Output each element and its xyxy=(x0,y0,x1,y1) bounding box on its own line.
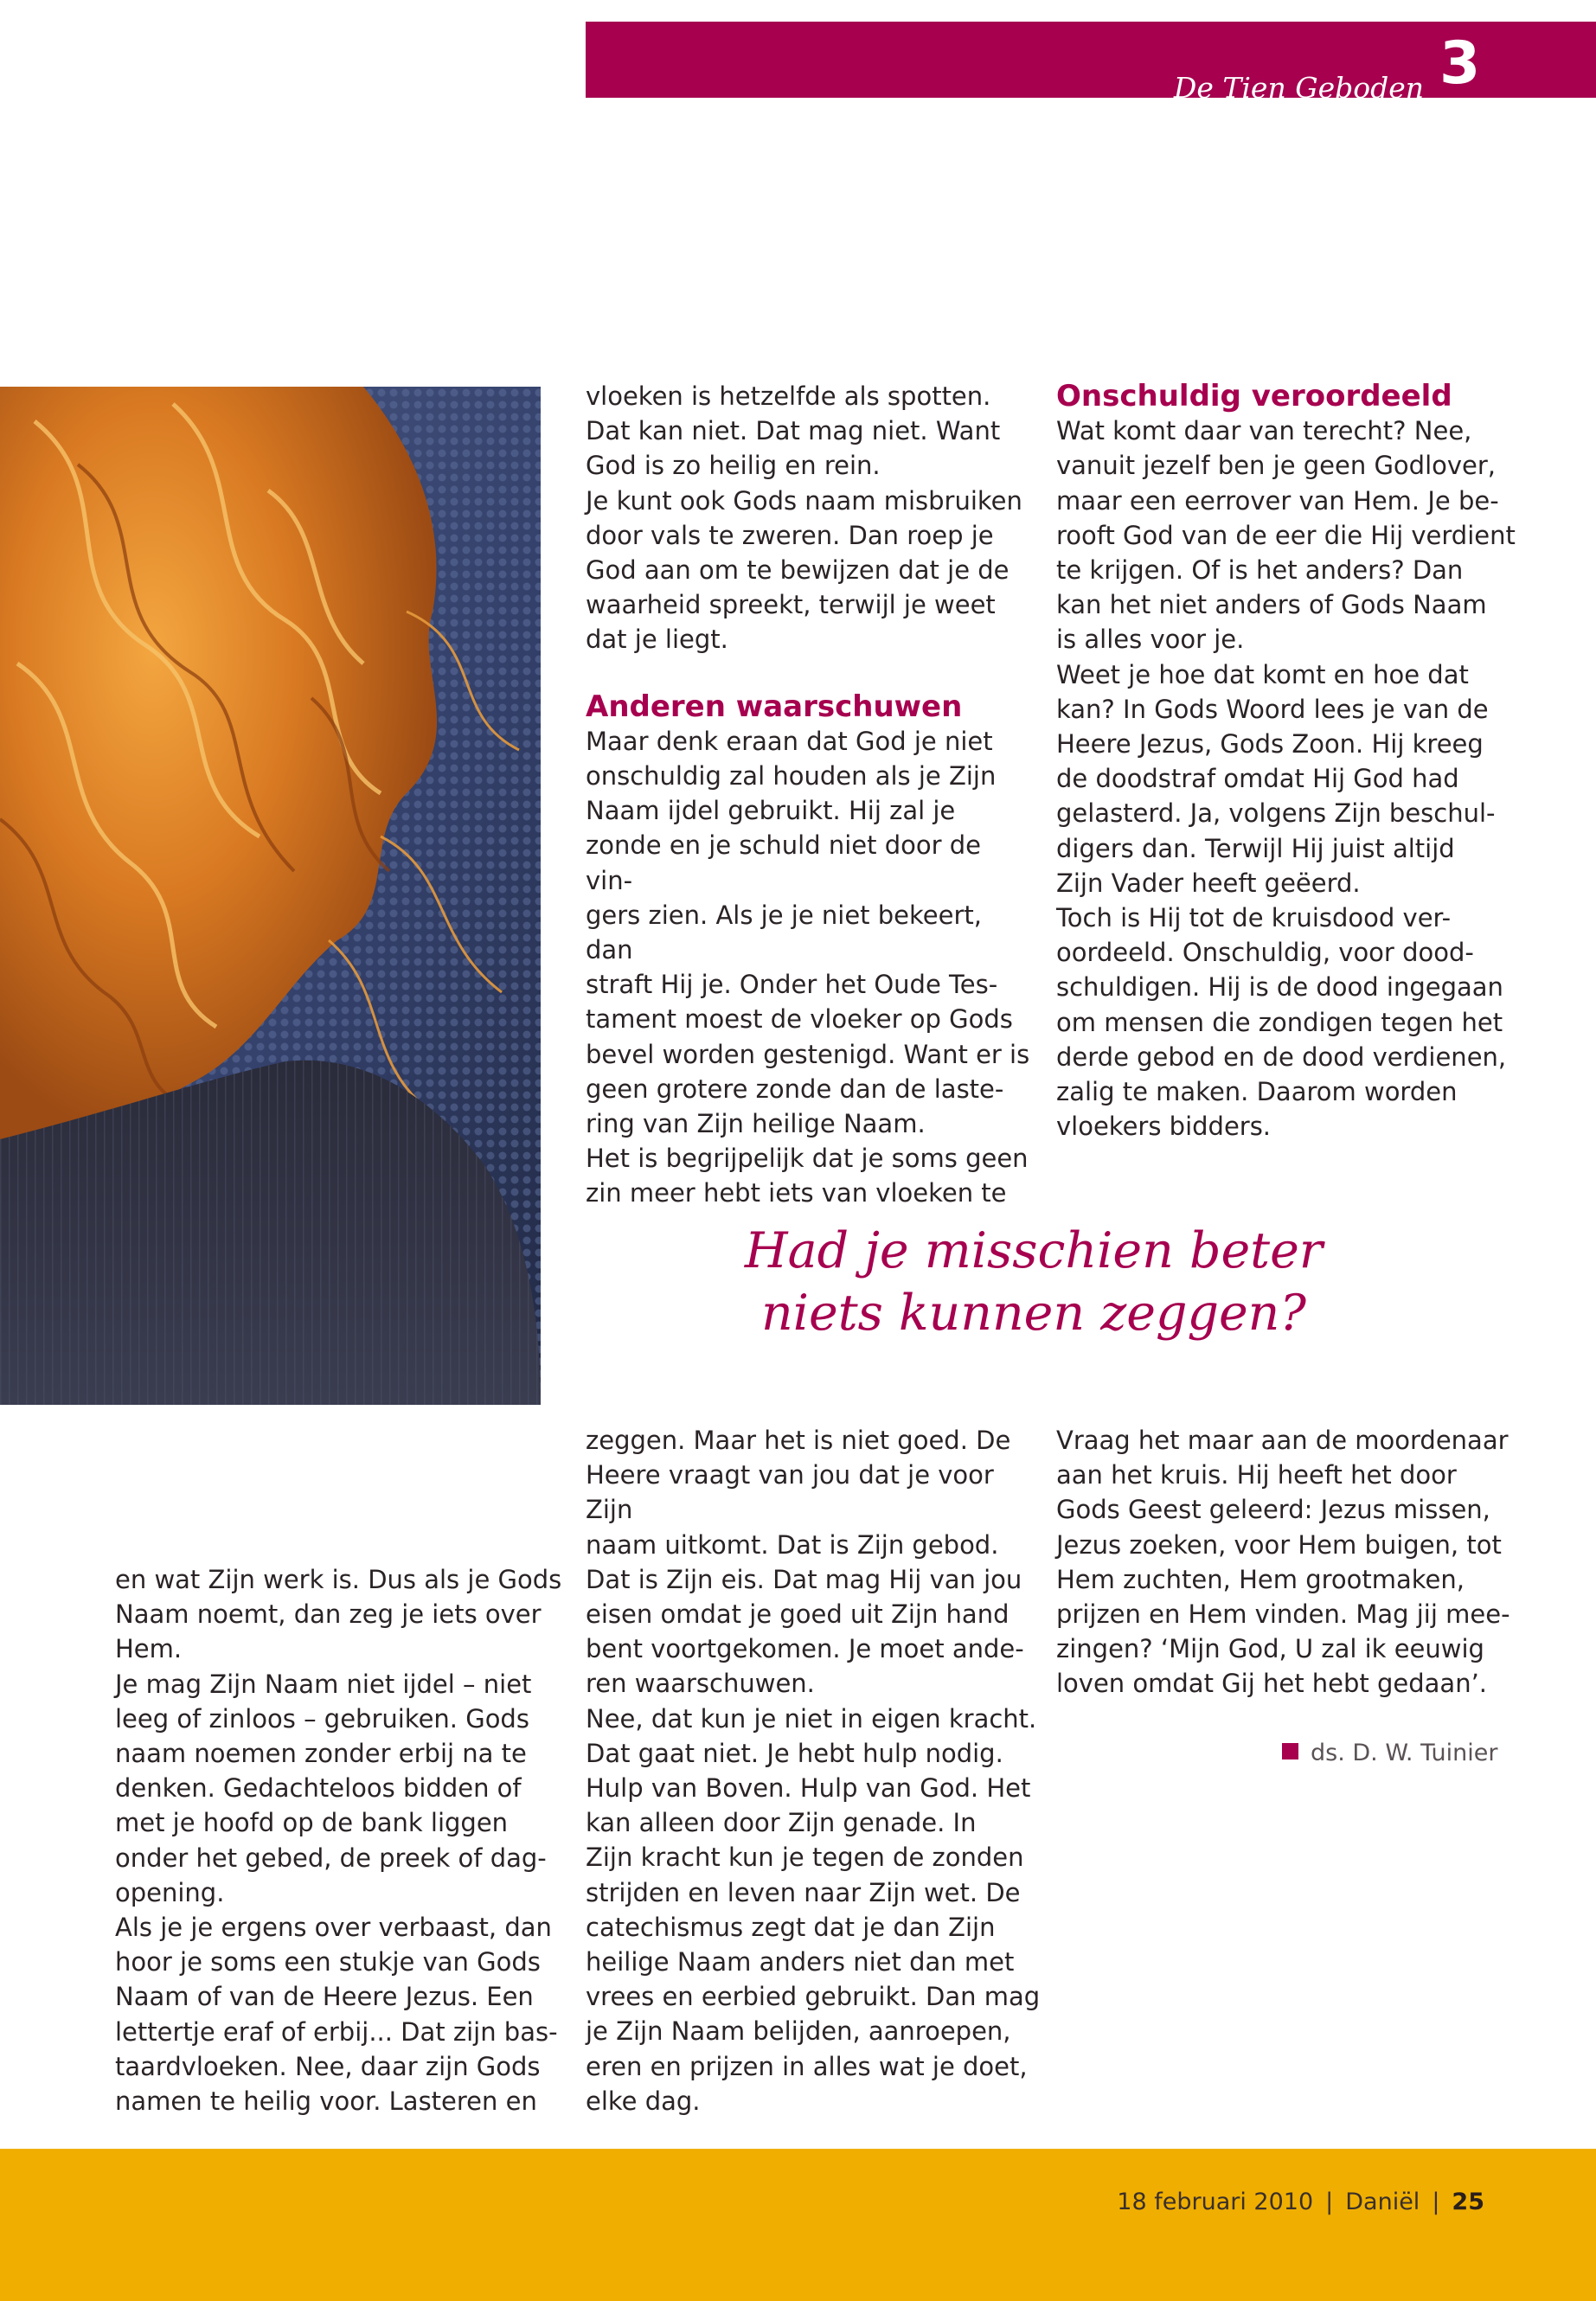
header-number: 3 xyxy=(1439,29,1481,98)
paragraph-vloeken xyxy=(586,379,1035,657)
text-line: zin meer hebt iets van vloeken te xyxy=(586,1178,1007,1208)
text-line: met je hoofd op de bank liggen xyxy=(115,1808,509,1838)
text-line: aan het kruis. Hij heeft het door xyxy=(1056,1460,1457,1490)
text-line: loven omdat Gij het hebt gedaan’. xyxy=(1056,1669,1488,1699)
footer-date: 18 februari 2010 xyxy=(1117,2189,1314,2215)
text-line: Zijn Vader heeft geëerd. xyxy=(1056,868,1361,898)
paragraph-anderen xyxy=(586,724,1035,1211)
text-line: bent voortgekomen. Je moet ande- xyxy=(586,1634,1024,1664)
column-right-top xyxy=(1056,379,1523,1144)
text-line: lettertje eraf of erbij... Dat zijn bas- xyxy=(115,2016,558,2047)
text-line: Dat is Zijn eis. Dat mag Hij van jou xyxy=(586,1564,1022,1594)
heading-anderen-waarschuwen: Anderen waarschuwen xyxy=(586,689,963,724)
text-line: ren waarschuwen. xyxy=(586,1669,815,1699)
text-line: naam noemen zonder erbij na te xyxy=(115,1739,527,1769)
text-line: vloeken is hetzelfde als spotten. xyxy=(586,381,991,411)
footer-info xyxy=(1117,2189,1484,2215)
text-line: elke dag. xyxy=(586,2086,701,2116)
text-line: onschuldig zal houden als je Zijn xyxy=(586,761,997,792)
paragraph-onschuldig xyxy=(1056,413,1523,1144)
text-line: tament moest de vloeker op Gods xyxy=(586,1004,1013,1035)
text-line: opening. xyxy=(115,1877,225,1907)
text-line: vrees en eerbied gebruikt. Dan mag xyxy=(586,1982,1041,2012)
text-line: digers dan. Terwijl Hij juist altijd xyxy=(1056,833,1455,863)
pull-quote xyxy=(675,1220,1393,1344)
footer-magazine: Daniël xyxy=(1345,2189,1420,2215)
text-line: te krijgen. Of is het anders? Dan xyxy=(1056,555,1464,586)
text-line: Toch is Hij tot de kruisdood ver- xyxy=(1056,903,1452,933)
text-line: Wat komt daar van terecht? Nee, xyxy=(1056,416,1472,446)
footer-separator: | xyxy=(1325,2189,1334,2215)
text-line: kan? In Gods Woord lees je van de xyxy=(1056,694,1489,724)
text-line: Naam noemt, dan zeg je iets over xyxy=(115,1599,542,1630)
text-line: Dat kan niet. Dat mag niet. Want xyxy=(586,416,1001,446)
text-line: God aan om te bewijzen dat je de xyxy=(586,555,1010,586)
text-line: Dat gaat niet. Je hebt hulp nodig. xyxy=(586,1738,1003,1768)
text-line: zeggen. Maar het is niet goed. De xyxy=(586,1426,1011,1455)
text-line: Je kunt ook Gods naam misbruiken xyxy=(586,485,1022,516)
text-line: Naam ijdel gebruikt. Hij zal je xyxy=(586,796,956,826)
text-line: onder het gebed, de preek of dag- xyxy=(115,1843,547,1873)
text-line: om mensen die zondigen tegen het xyxy=(1056,1007,1503,1037)
author-credit xyxy=(1282,1740,1497,1766)
text-line: derde gebod en de dood verdienen, xyxy=(1056,1042,1507,1072)
text-line: God is zo heilig en rein. xyxy=(586,451,881,481)
quote-line: niets kunnen zeggen? xyxy=(761,1285,1306,1342)
quote-line: Had je misschien beter xyxy=(744,1222,1324,1279)
text-line: Vraag het maar aan de moordenaar xyxy=(1056,1426,1509,1455)
text-line: de doodstraf omdat Hij God had xyxy=(1056,764,1459,794)
text-line: en wat Zijn werk is. Dus als je Gods xyxy=(115,1565,562,1594)
text-line: gers zien. Als je je niet bekeert, dan xyxy=(586,900,982,965)
text-line: Je mag Zijn Naam niet ijdel – niet xyxy=(115,1669,532,1699)
column-middle-bottom xyxy=(586,1423,1044,2118)
heading-onschuldig-veroordeeld: Onschuldig veroordeeld xyxy=(1056,379,1452,413)
text-line: eren en prijzen in alles wat je doet, xyxy=(586,2051,1028,2081)
text-line: schuldigen. Hij is de dood ingegaan xyxy=(1056,972,1503,1003)
text-line: geen grotere zonde dan de laste- xyxy=(586,1074,1004,1104)
text-line: taardvloeken. Nee, daar zijn Gods xyxy=(115,2051,541,2081)
text-line: maar een eerrover van Hem. Je be- xyxy=(1056,485,1499,516)
text-line: Nee, dat kun je niet in eigen kracht. xyxy=(586,1703,1037,1734)
text-line: je Zijn Naam belijden, aanroepen, xyxy=(586,2016,1011,2047)
text-line: Heere vraagt van jou dat je voor Zijn xyxy=(586,1460,994,1525)
column-right-bottom xyxy=(1056,1423,1523,1702)
text-line: Heere Jezus, Gods Zoon. Hij kreeg xyxy=(1056,729,1484,760)
text-line: catechismus zegt dat je dan Zijn xyxy=(586,1912,996,1942)
text-line: zalig te maken. Daarom worden xyxy=(1056,1077,1458,1107)
text-line: Gods Geest geleerd: Jezus missen, xyxy=(1056,1495,1490,1525)
text-line: kan het niet anders of Gods Naam xyxy=(1056,590,1487,620)
text-line: bevel worden gestenigd. Want er is xyxy=(586,1039,1030,1069)
footer-separator: | xyxy=(1432,2189,1440,2215)
column-middle-top xyxy=(586,379,1035,1211)
text-line: hoor je soms een stukje van Gods xyxy=(115,1947,541,1977)
text-line: Hem zuchten, Hem grootmaken, xyxy=(1056,1564,1465,1594)
text-line: Hem. xyxy=(115,1634,183,1664)
text-line: gelasterd. Ja, volgens Zijn beschul- xyxy=(1056,798,1496,829)
text-line: naam uitkomt. Dat is Zijn gebod. xyxy=(586,1529,999,1560)
text-line: denken. Gedachteloos bidden of xyxy=(115,1773,522,1804)
text-line: heilige Naam anders niet dan met xyxy=(586,1947,1015,1977)
text-line: Het is begrijpelijk dat je soms geen xyxy=(586,1144,1029,1174)
text-line: kan alleen door Zijn genade. In xyxy=(586,1808,977,1838)
text-line: Jezus zoeken, voor Hem buigen, tot xyxy=(1056,1529,1502,1560)
text-line: Hulp van Boven. Hulp van God. Het xyxy=(586,1773,1031,1804)
text-line: rooft God van de eer die Hij verdient xyxy=(1056,520,1516,550)
page-number: 25 xyxy=(1452,2189,1484,2215)
text-line: vloekers bidders. xyxy=(1056,1112,1272,1142)
hair-photo xyxy=(0,387,541,1405)
text-line: eisen omdat je goed uit Zijn hand xyxy=(586,1599,1010,1630)
text-line: prijzen en Hem vinden. Mag jij mee- xyxy=(1056,1599,1510,1630)
text-line: door vals te zweren. Dan roep je xyxy=(586,520,994,550)
text-line: ring van Zijn heilige Naam. xyxy=(586,1109,926,1139)
text-line: zonde en je schuld niet door de vin- xyxy=(586,830,982,895)
text-line: Als je je ergens over verbaast, dan xyxy=(115,1913,552,1943)
text-line: namen te heilig voor. Lasteren en xyxy=(115,2086,537,2117)
square-bullet-icon xyxy=(1282,1743,1298,1759)
text-line: Weet je hoe dat komt en hoe dat xyxy=(1056,659,1469,689)
text-line: zingen? ‘Mijn God, U zal ik eeuwig xyxy=(1056,1634,1484,1664)
text-line: leeg of zinloos – gebruiken. Gods xyxy=(115,1703,529,1734)
footer-bar xyxy=(0,2149,1596,2301)
text-line: oordeeld. Onschuldig, voor dood- xyxy=(1056,938,1474,968)
header-title: De Tien Geboden xyxy=(1173,71,1424,105)
text-line: Naam of van de Heere Jezus. Een xyxy=(115,1982,534,2012)
column-left-bottom xyxy=(115,1562,565,2118)
text-line: strijden en leven naar Zijn wet. De xyxy=(586,1877,1021,1907)
text-line: waarheid spreekt, terwijl je weet xyxy=(586,590,996,620)
text-line: dat je liegt. xyxy=(586,625,728,655)
text-line: Maar denk eraan dat God je niet xyxy=(586,726,993,756)
text-line: vanuit jezelf ben je geen Godlover, xyxy=(1056,451,1497,481)
author-name: ds. D. W. Tuinier xyxy=(1311,1740,1498,1766)
text-line: Zijn kracht kun je tegen de zonden xyxy=(586,1843,1024,1873)
text-line: straft Hij je. Onder het Oude Tes- xyxy=(586,970,998,1000)
text-line: is alles voor je. xyxy=(1056,625,1245,655)
